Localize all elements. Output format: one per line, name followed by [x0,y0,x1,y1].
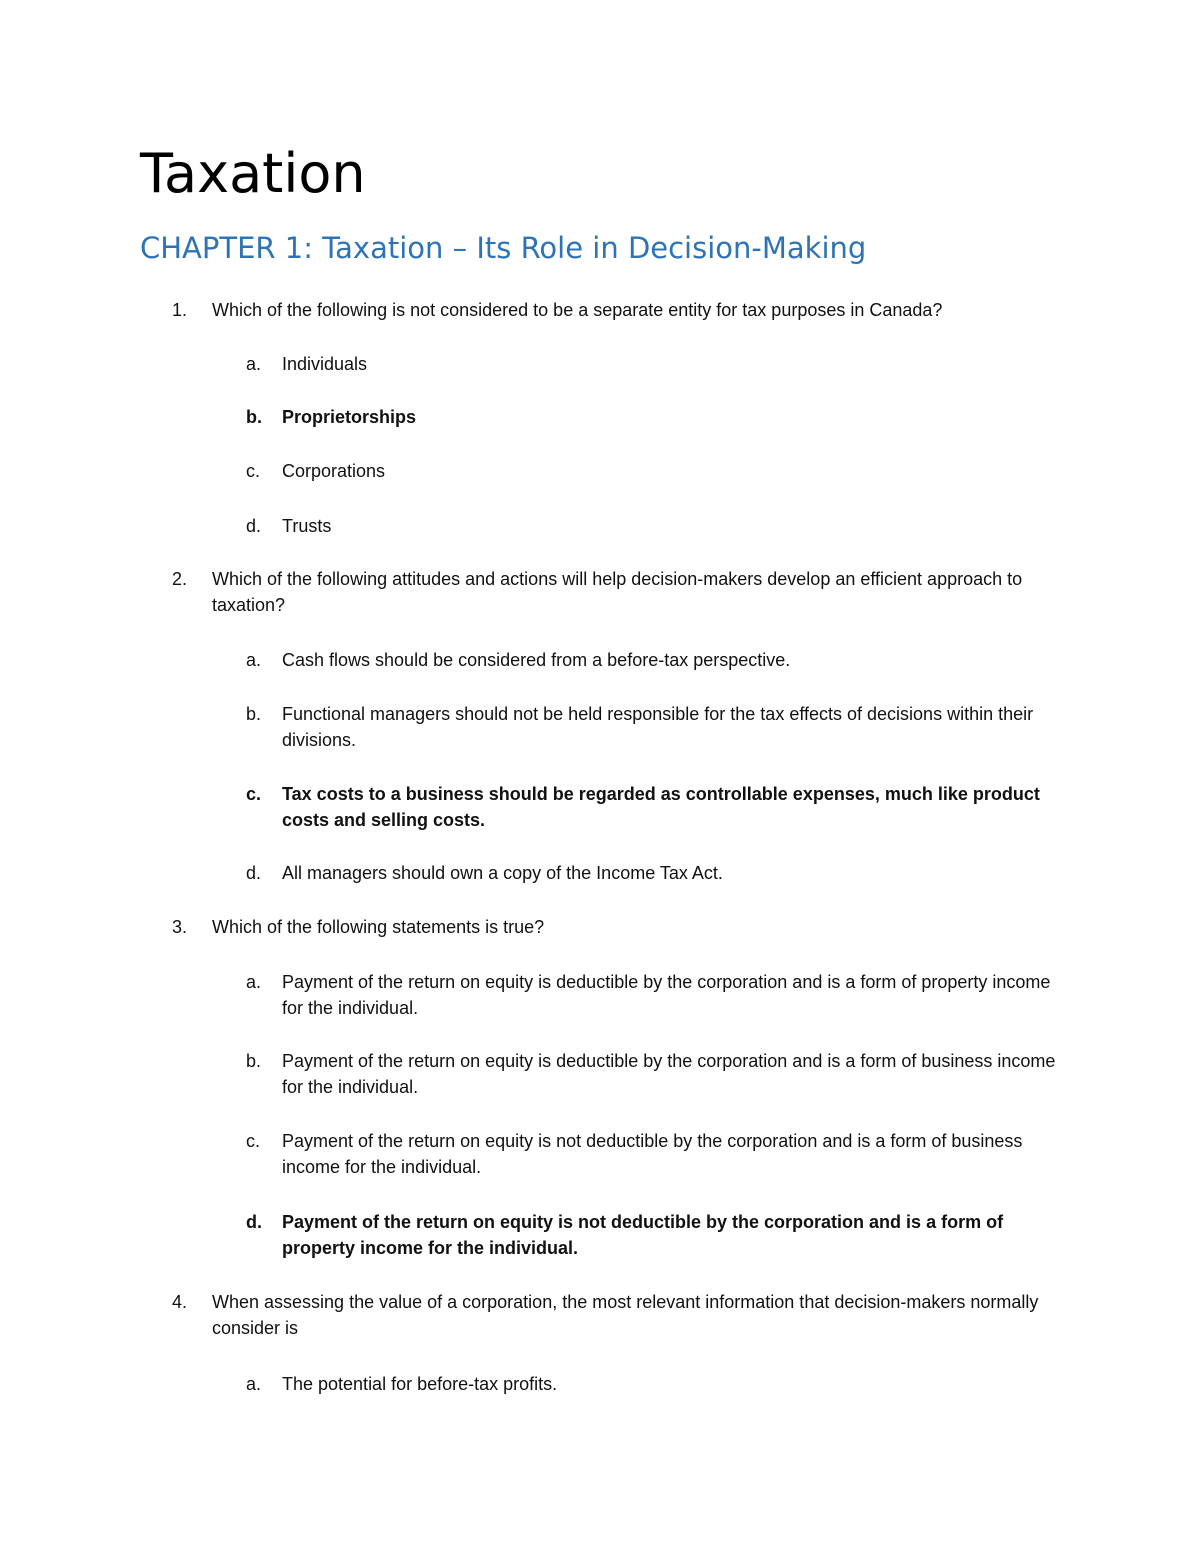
question-number: 2. [172,569,188,589]
question-text: Which of the following statements is true? [212,917,545,937]
option-letter-correct: c. [246,784,262,804]
option-text: Payment of the return on equity is not deductible by the corporation and is a form of business income for the individual. [282,1131,1023,1177]
option-letter: c. [246,1131,261,1151]
option-text: Corporations [282,461,386,481]
option-letter: a. [246,354,262,374]
chapter-heading: CHAPTER 1: Taxation – Its Role in Decision-Making [140,231,867,265]
question-number: 3. [172,917,188,937]
option-letter-correct: b. [246,407,262,427]
option-letter: d. [246,516,262,536]
option-text: Trusts [282,516,332,536]
option-text: Payment of the return on equity is deductible by the corporation and is a form of property income for the individual. [282,972,1051,1018]
option-letter: b. [246,1051,262,1071]
option-text-correct: Tax costs to a business should be regarded as controllable expenses, much like product costs and selling costs. [282,784,1040,830]
question-text: Which of the following attitudes and actions will help decision-makers develop an efficient approach to taxation? [212,569,1023,615]
option-text: Payment of the return on equity is deductible by the corporation and is a form of business income for the individual. [282,1051,1056,1097]
option-letter: c. [246,461,261,481]
question-text: When assessing the value of a corporation, the most relevant information that decision-makers normally consider is [212,1292,1039,1338]
option-text: Cash flows should be considered from a before-tax perspective. [282,650,791,670]
document-title: Taxation [140,142,366,205]
option-text: Functional managers should not be held responsible for the tax effects of decisions within their divisions. [282,704,1034,750]
option-letter: d. [246,863,262,883]
question-text: Which of the following is not considered to be a separate entity for tax purposes in Canada? [212,300,943,320]
question-number: 4. [172,1292,188,1312]
option-text: The potential for before-tax profits. [282,1374,558,1394]
option-letter: a. [246,1374,262,1394]
option-letter-correct: d. [246,1212,262,1232]
option-text: Individuals [282,354,368,374]
option-letter: a. [246,650,262,670]
option-text-correct: Payment of the return on equity is not deductible by the corporation and is a form of property income for the individual. [282,1212,1004,1258]
question-number: 1. [172,300,188,320]
option-letter: b. [246,704,262,724]
option-text-correct: Proprietorships [282,407,417,427]
option-letter: a. [246,972,262,992]
option-text: All managers should own a copy of the Income Tax Act. [282,863,723,883]
